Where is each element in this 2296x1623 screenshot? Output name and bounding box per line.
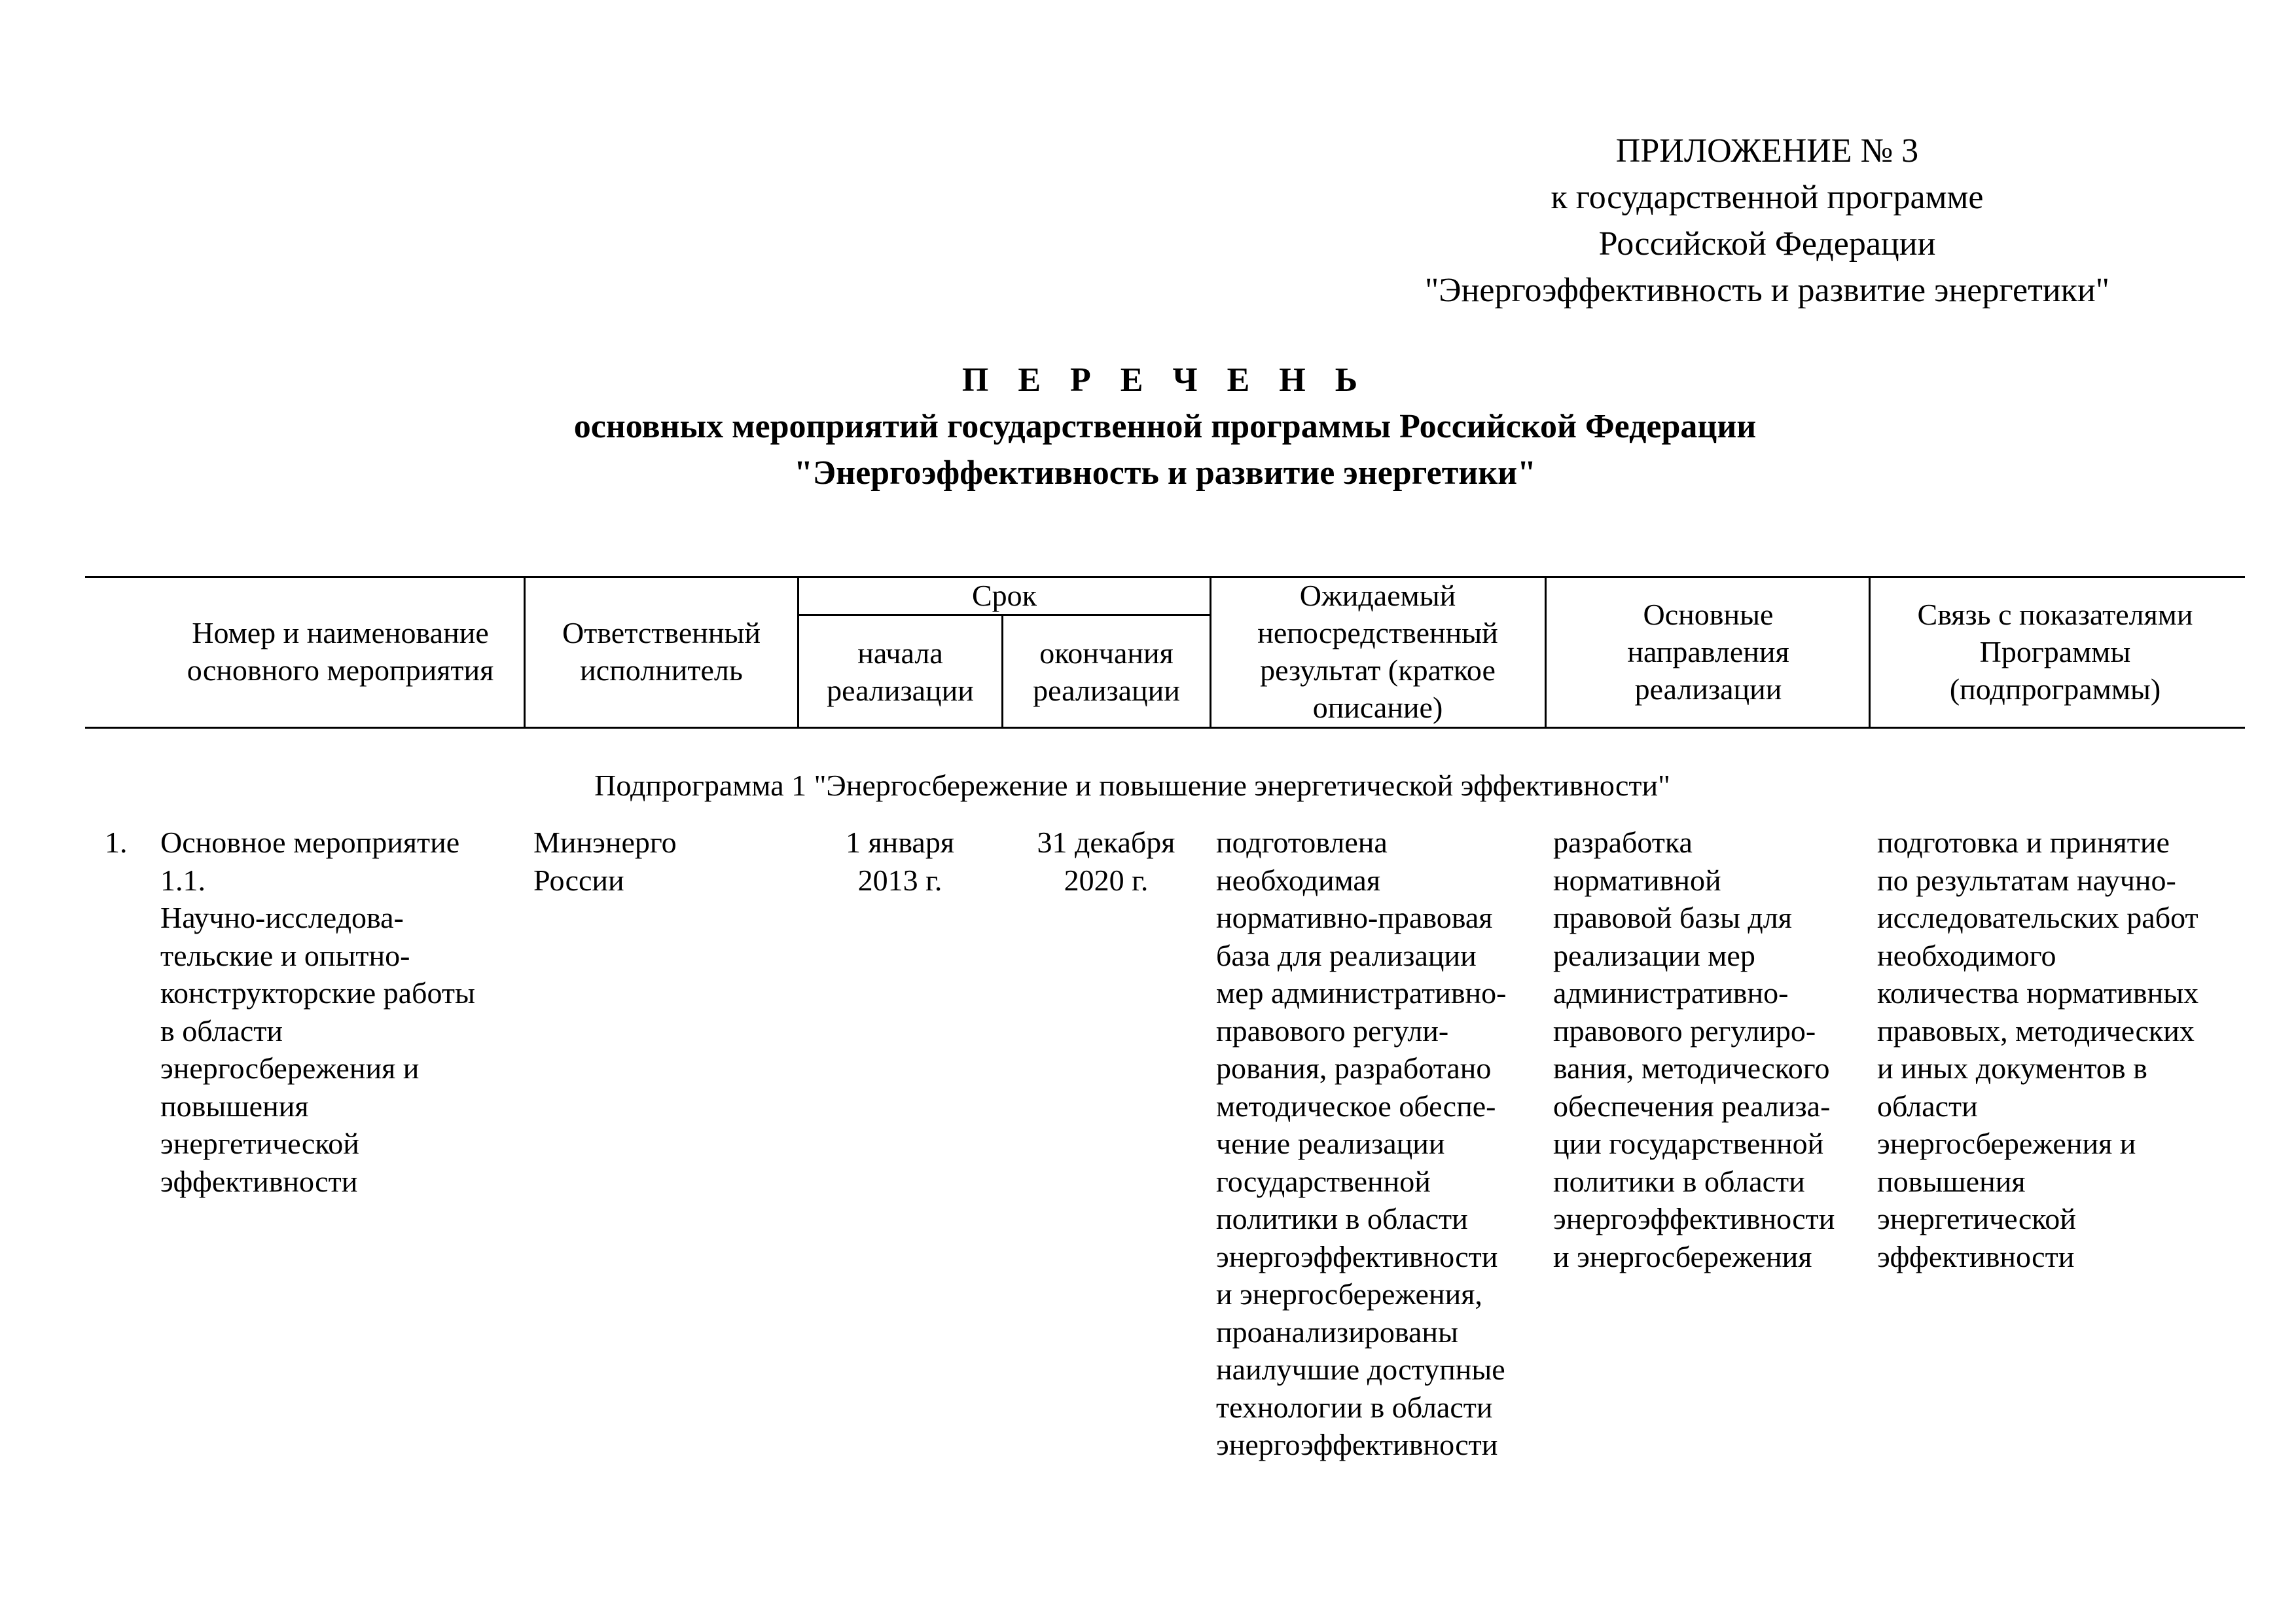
title-heading: П Е Р Е Ч Е Н Ь xyxy=(961,361,1369,399)
title-line-2: "Энергоэффективность и развитие энергетики" xyxy=(793,454,1537,492)
cell-end: 31 декабря 2020 г. xyxy=(1037,826,1175,897)
title-line-1: основных мероприятий государственной программы Российской Федерации xyxy=(573,408,1757,445)
cell-link: подготовка и принятие по результатам научно- исследовательских работ необходимого количества нормативных правовых, методических и иных документов в области энергосбережения и повышения энергетической эффективности xyxy=(1877,826,2199,1273)
appendix-line: к государственной программе xyxy=(1551,179,1984,216)
header-start: начала реализации xyxy=(827,636,974,707)
document-title xyxy=(216,357,2114,496)
column-divider xyxy=(1545,576,1547,729)
cell-result: подготовлена необходимая нормативно-правовая база для реализации мер административно- правового регули- рования, разработано методическое обеспе- чение реализации государственной политики в области энергоэффективности и энергосбережения, проанализированы наилучшие доступные технологии в области энергоэффективности xyxy=(1216,826,1507,1461)
appendix-block xyxy=(1348,128,2186,314)
appendix-line: ПРИЛОЖЕНИЕ № 3 xyxy=(1615,132,1919,170)
header-name: Номер и наименование основного мероприятия xyxy=(187,616,494,687)
header-directions: Основные направления реализации xyxy=(1627,597,1789,706)
cell-executor: Минэнерго России xyxy=(533,826,677,897)
cell-directions: разработка нормативной правовой базы для реализации мер административно- правового регулиро- вания, методического обеспечения реализа- ции государственной политики в области энергоэффективности и энергосбережения xyxy=(1553,826,1835,1273)
column-divider xyxy=(1869,576,1871,729)
appendix-line: "Энергоэффективность и развитие энергетики" xyxy=(1425,272,2109,309)
header-end: окончания реализации xyxy=(1033,636,1180,707)
header-executor: Ответственный исполнитель xyxy=(562,616,761,687)
row-number: 1. xyxy=(105,826,128,859)
subprogram-title: Подпрограмма 1 "Энергосбережение и повышение энергетической эффективности" xyxy=(594,769,1670,802)
header-link: Связь с показателями Программы (подпрограммы) xyxy=(1917,597,2193,706)
header-result: Ожидаемый непосредственный результат (краткое описание) xyxy=(1257,579,1498,724)
header-term: Срок xyxy=(971,578,1037,612)
appendix-line: Российской Федерации xyxy=(1598,225,1936,263)
table-header-bottom-rule xyxy=(85,727,2245,729)
cell-start: 1 января 2013 г. xyxy=(846,826,954,897)
column-divider xyxy=(1210,576,1211,729)
cell-name: Основное мероприятие 1.1. Научно-исследова- тельские и опытно- конструкторские работы в области энергосбережения и повышения энергетической эффективности xyxy=(160,826,475,1198)
